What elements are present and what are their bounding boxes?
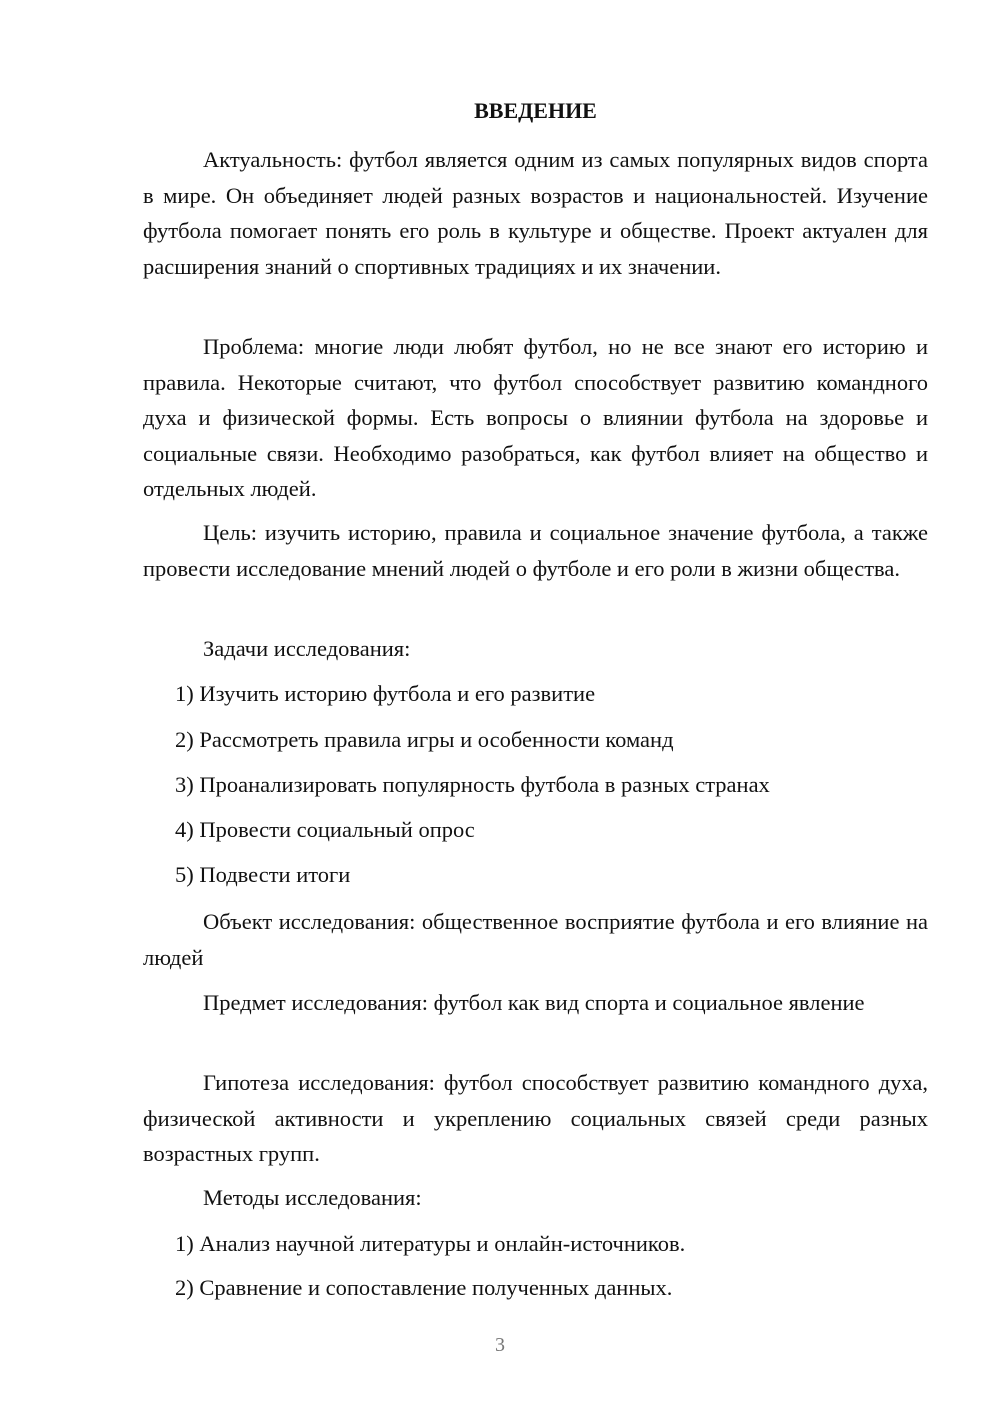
methods-heading: Методы исследования: [203,1185,422,1210]
hypothesis-paragraph: Гипотеза исследования: футбол способствует развитию командного духа, физической активности и укреплению социальных связей среди разных возрастных групп. [143,1070,928,1166]
tasks-heading: Задачи исследования: [203,636,411,661]
object-paragraph: Объект исследования: общественное восприятие футбола и его влияние на людей [143,909,928,970]
method-item: 1) Анализ научной литературы и онлайн-источников. [175,1231,686,1256]
task-item: 2) Рассмотреть правила игры и особенности команд [175,727,674,752]
method-item: 2) Сравнение и сопоставление полученных данных. [175,1275,673,1300]
task-item: 5) Подвести итоги [175,862,351,887]
relevance-paragraph: Актуальность: футбол является одним из самых популярных видов спорта в мире. Он объединяет людей разных возрастов и национальностей. Изучение футбола помогает понять его роль в культуре и обществе. Проект актуален для расширения знаний о спортивных традициях и их значении. [143,147,928,279]
goal-paragraph: Цель: изучить историю, правила и социальное значение футбола, а также провести исследование мнений людей о футболе и его роли в жизни общества. [143,520,928,581]
subject-paragraph: Предмет исследования: футбол как вид спорта и социальное явление [203,990,865,1015]
task-item: 1) Изучить историю футбола и его развитие [175,681,596,706]
problem-paragraph: Проблема: многие люди любят футбол, но не все знают его историю и правила. Некоторые считают, что футбол способствует развитию командного духа и физической формы. Есть вопросы о влиянии футбола на здоровье и социальные связи. Необходимо разобраться, как футбол влияет на общество и отдельных людей. [143,334,928,501]
task-item: 4) Провести социальный опрос [175,817,475,842]
page-title: ВВЕДЕНИЕ [474,98,597,123]
page-number: 3 [495,1334,505,1356]
task-item: 3) Проанализировать популярность футбола в разных странах [175,772,770,797]
